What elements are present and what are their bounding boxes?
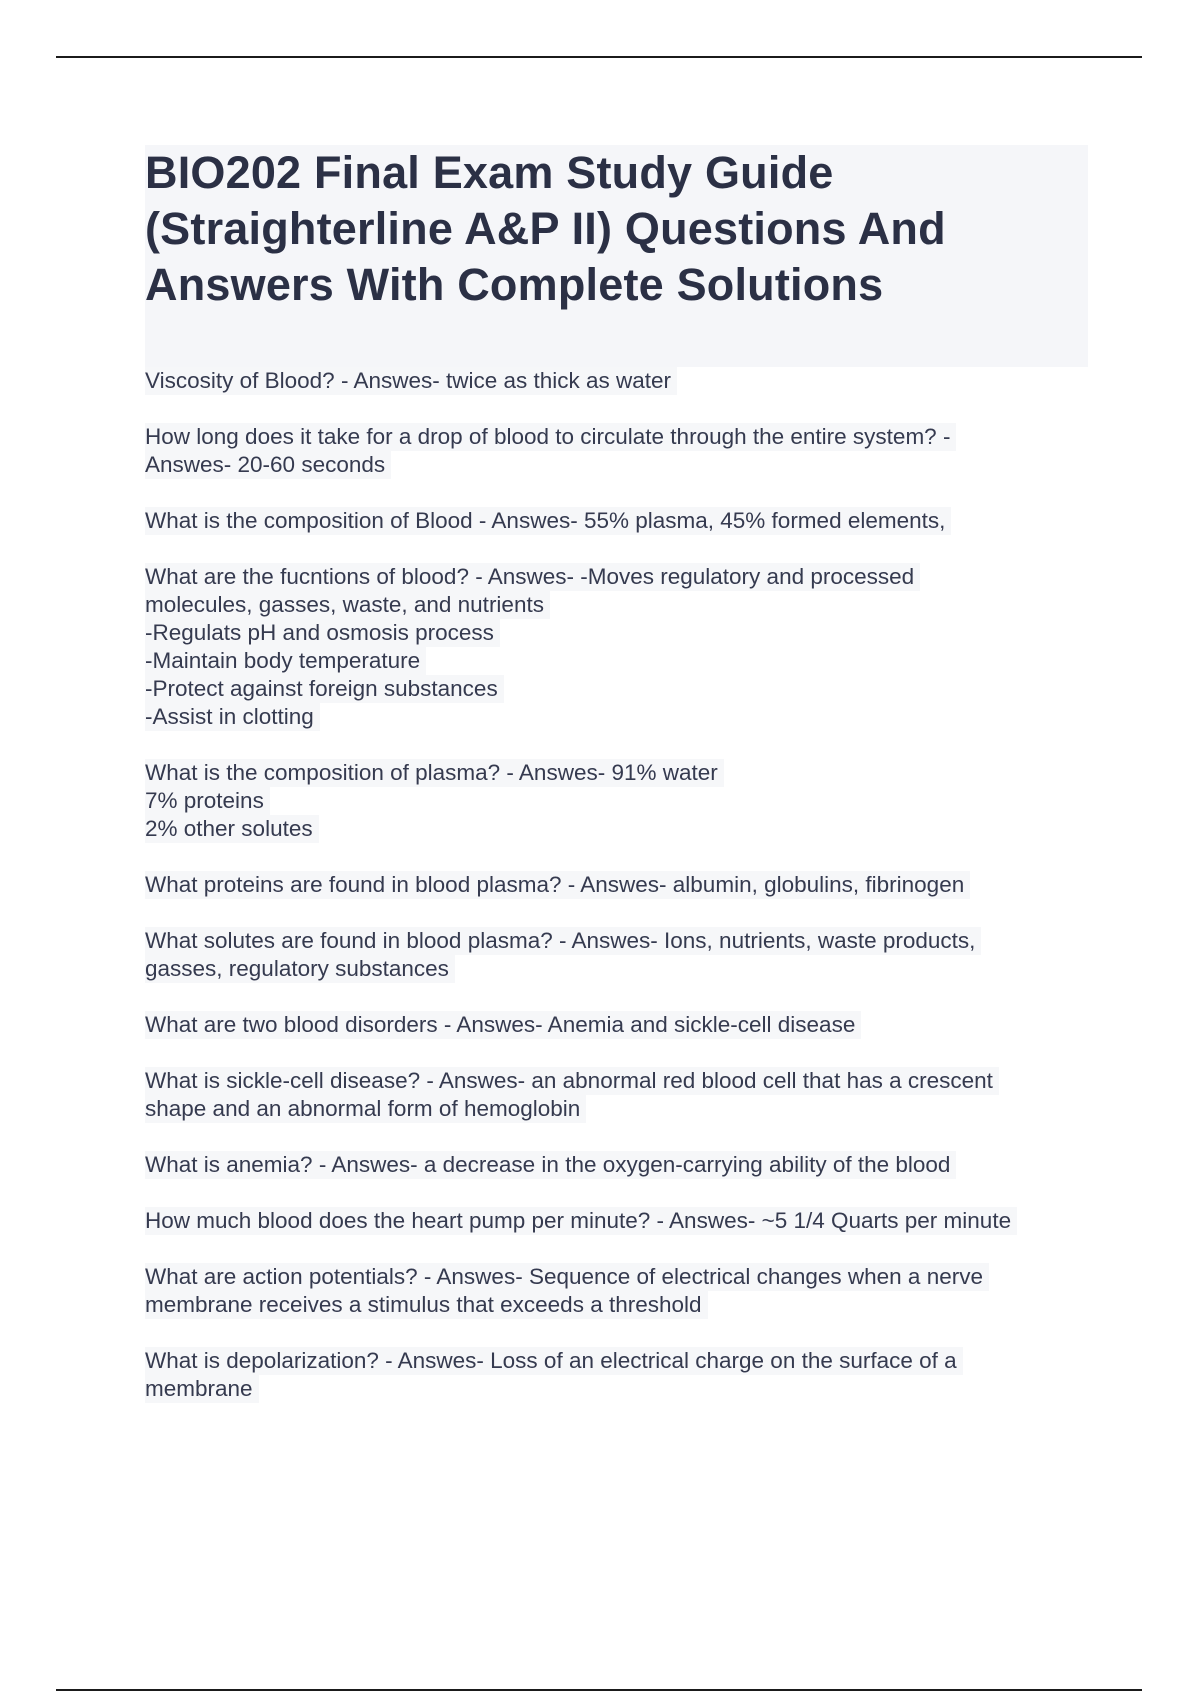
- qa-line: gasses, regulatory substances: [145, 955, 455, 983]
- qa-line-row: [145, 1347, 1100, 1375]
- qa-line-row: [145, 1011, 1100, 1039]
- qa-line-row: [145, 1151, 1100, 1179]
- qa-line-row: [145, 1207, 1100, 1235]
- qa-line: What are action potentials? - Answes- Sequence of electrical changes when a nerve: [145, 1263, 989, 1291]
- qa-item: [145, 1263, 1100, 1319]
- title-block: [145, 145, 1088, 367]
- bottom-rule: [56, 1689, 1142, 1691]
- qa-line: What are the fucntions of blood? - Answes- -Moves regulatory and processed: [145, 563, 920, 591]
- qa-line-row: [145, 1375, 1100, 1403]
- qa-line-row: [145, 423, 1100, 451]
- qa-line-row: [145, 563, 1100, 591]
- qa-line: How much blood does the heart pump per minute? - Answes- ~5 1/4 Quarts per minute: [145, 1207, 1017, 1235]
- qa-item: [145, 423, 1100, 479]
- qa-line-row: [145, 815, 1100, 843]
- qa-line-row: [145, 1095, 1100, 1123]
- qa-item: [145, 1011, 1100, 1039]
- qa-line-row: [145, 675, 1100, 703]
- qa-line: membrane: [145, 1375, 259, 1403]
- qa-line: molecules, gasses, waste, and nutrients: [145, 591, 550, 619]
- qa-line: What is anemia? - Answes- a decrease in the oxygen-carrying ability of the blood: [145, 1151, 956, 1179]
- qa-item: [145, 1347, 1100, 1403]
- qa-line: 7% proteins: [145, 787, 270, 815]
- qa-item: [145, 759, 1100, 843]
- top-rule: [56, 56, 1142, 58]
- qa-line: Viscosity of Blood? - Answes- twice as thick as water: [145, 367, 677, 395]
- qa-item: [145, 507, 1100, 535]
- qa-line: What solutes are found in blood plasma? - Answes- Ions, nutrients, waste products,: [145, 927, 981, 955]
- qa-line: -Protect against foreign substances: [145, 675, 504, 703]
- qa-line-row: [145, 619, 1100, 647]
- qa-line: What proteins are found in blood plasma? - Answes- albumin, globulins, fibrinogen: [145, 871, 970, 899]
- qa-line-row: [145, 871, 1100, 899]
- qa-item: [145, 871, 1100, 899]
- qa-line: 2% other solutes: [145, 815, 319, 843]
- qa-line-row: [145, 787, 1100, 815]
- qa-line: What is sickle-cell disease? - Answes- an abnormal red blood cell that has a crescent: [145, 1067, 999, 1095]
- qa-line-row: [145, 451, 1100, 479]
- qa-line-row: [145, 1263, 1100, 1291]
- title-line: (Straighterline A&P II) Questions And: [145, 203, 946, 254]
- qa-line: What are two blood disorders - Answes- Anemia and sickle-cell disease: [145, 1011, 861, 1039]
- qa-item: [145, 927, 1100, 983]
- page-title: [145, 145, 1088, 313]
- qa-line-row: [145, 367, 1100, 395]
- qa-line-row: [145, 1067, 1100, 1095]
- qa-item: [145, 563, 1100, 731]
- title-line: BIO202 Final Exam Study Guide: [145, 147, 834, 198]
- qa-line-row: [145, 591, 1100, 619]
- qa-line-row: [145, 647, 1100, 675]
- qa-item: [145, 1151, 1100, 1179]
- qa-line-row: [145, 927, 1100, 955]
- qa-line: What is the composition of Blood - Answes- 55% plasma, 45% formed elements,: [145, 507, 951, 535]
- qa-line: What is the composition of plasma? - Answes- 91% water: [145, 759, 724, 787]
- qa-line-row: [145, 507, 1100, 535]
- qa-line: What is depolarization? - Answes- Loss of an electrical charge on the surface of a: [145, 1347, 963, 1375]
- qa-line: membrane receives a stimulus that exceeds a threshold: [145, 1291, 708, 1319]
- qa-list: [145, 367, 1100, 1431]
- qa-line: -Regulats pH and osmosis process: [145, 619, 500, 647]
- title-line: Answers With Complete Solutions: [145, 259, 884, 310]
- qa-line: -Assist in clotting: [145, 703, 320, 731]
- qa-line: -Maintain body temperature: [145, 647, 426, 675]
- qa-line-row: [145, 703, 1100, 731]
- qa-item: [145, 1207, 1100, 1235]
- qa-line-row: [145, 1291, 1100, 1319]
- qa-line: shape and an abnormal form of hemoglobin: [145, 1095, 586, 1123]
- qa-line-row: [145, 955, 1100, 983]
- qa-line: How long does it take for a drop of blood to circulate through the entire system? -: [145, 423, 956, 451]
- qa-item: [145, 367, 1100, 395]
- qa-line: Answes- 20-60 seconds: [145, 451, 391, 479]
- qa-item: [145, 1067, 1100, 1123]
- qa-line-row: [145, 759, 1100, 787]
